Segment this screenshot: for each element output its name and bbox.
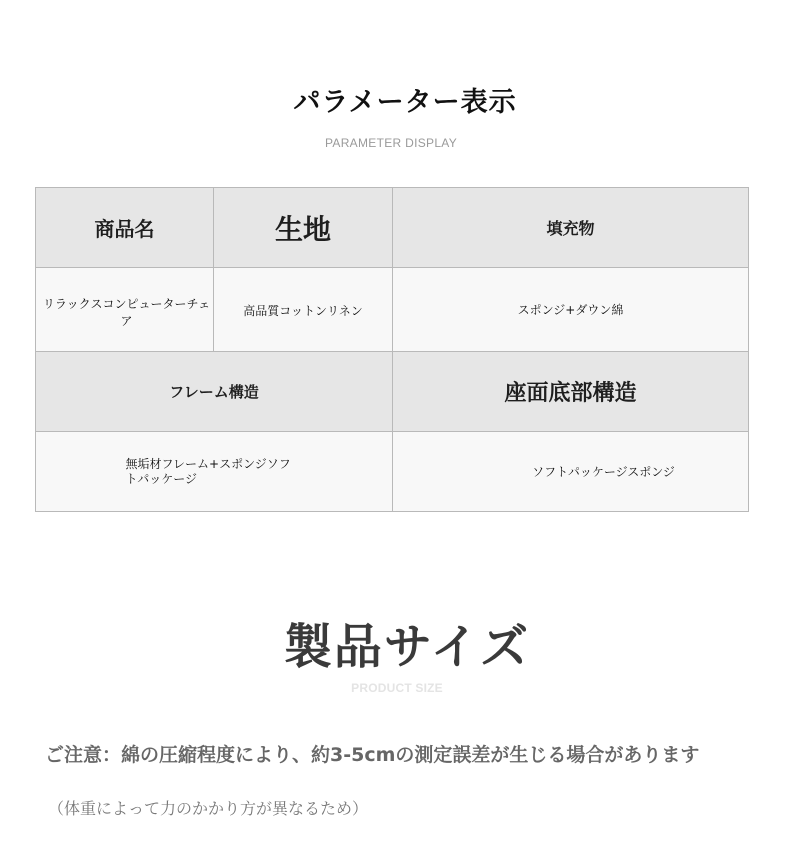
header-seat-bottom-structure: 座面底部構造 xyxy=(393,352,749,432)
header-filling: 填充物 xyxy=(393,188,749,268)
header-product-name: 商品名 xyxy=(36,188,214,268)
value-filling: スポンジ+ダウン綿 xyxy=(393,268,749,352)
value-frame-structure: 無垢材フレーム+スポンジソフトパッケージ xyxy=(125,456,291,486)
table-row xyxy=(36,432,749,512)
product-size-title: 製品サイズ xyxy=(283,619,531,675)
header-frame-structure: フレーム構造 xyxy=(36,352,393,432)
parameter-title: パラメーター表示 xyxy=(293,87,517,118)
parameter-subtitle: PARAMETER DISPLAY xyxy=(324,136,458,150)
table-row xyxy=(36,268,749,352)
value-fabric: 高品質コットンリネン xyxy=(214,268,393,352)
measurement-note-sub: （体重によって力のかかり方が異なるため） xyxy=(48,799,369,818)
value-product-name: リラックスコンピューターチェア xyxy=(36,268,214,352)
value-seat-bottom-structure: ソフトパッケージスポンジ xyxy=(393,432,749,512)
measurement-note: ご注意：綿の圧縮程度により、約3-5cmの測定誤差が生じる場合があります xyxy=(45,744,700,766)
parameter-table xyxy=(35,187,749,512)
product-size-subtitle: PRODUCT SIZE xyxy=(351,681,443,695)
table-row xyxy=(36,352,749,432)
value-frame-structure-cell xyxy=(36,432,393,512)
header-fabric: 生地 xyxy=(214,188,393,268)
table-row xyxy=(36,188,749,268)
